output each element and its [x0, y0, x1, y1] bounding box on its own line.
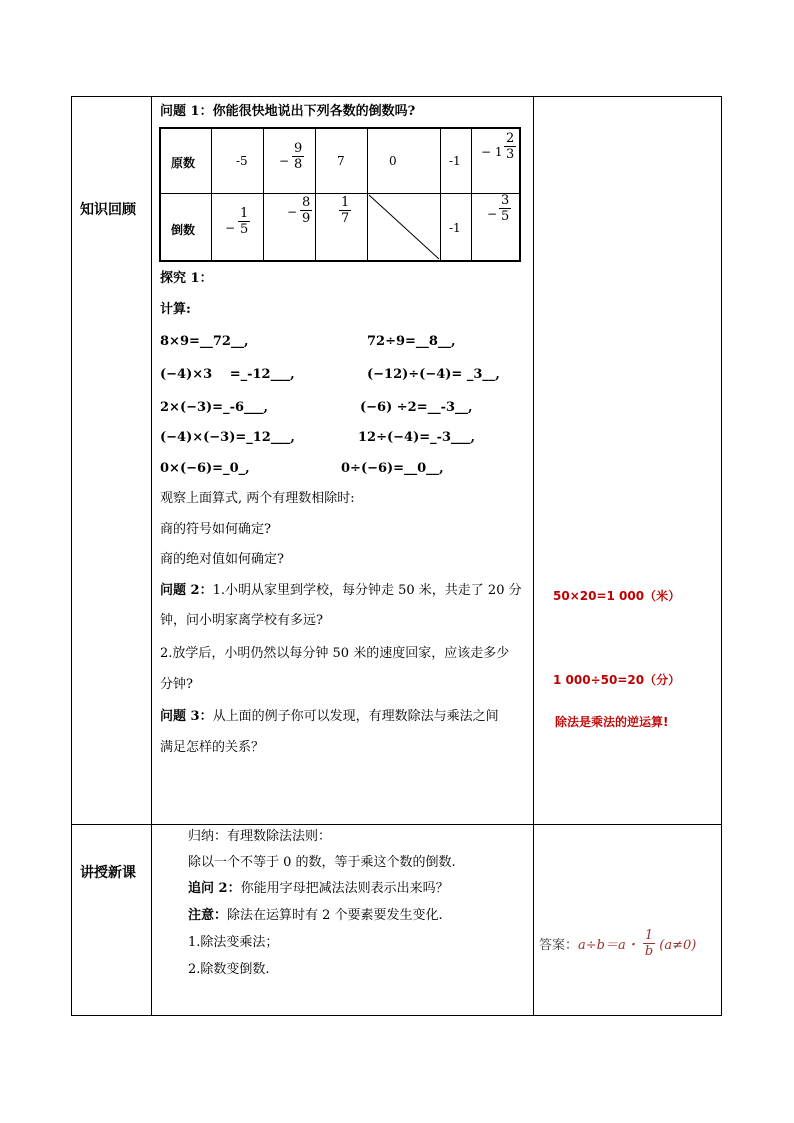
row-label-reciprocal: 倒数 [171, 223, 196, 237]
recip-cell: -1 [449, 221, 461, 235]
calc-right: (−12)÷(−4)= _3__, [367, 367, 500, 382]
formula-fraction: $\frac{1}{b}$ [644, 928, 654, 959]
inner-col-line [471, 129, 472, 260]
answer-formula: 答案：a÷b＝a・ $\frac{1}{b}$ (a≠0) [539, 928, 697, 959]
answer-time: 1 000÷50=20（分） [553, 673, 681, 687]
calc-left: 0×(−6)=_0_, [160, 461, 250, 476]
section-review: 知识回顾 [80, 202, 136, 218]
reciprocal-table [159, 127, 521, 262]
question-sign: 商的符号如何确定? [160, 522, 271, 537]
orig-cell: -5 [236, 154, 248, 168]
question-2-line-4: 分钟? [160, 677, 193, 692]
inner-col-line [263, 129, 264, 260]
orig-fraction: $\frac{2}{3}$ [506, 131, 515, 162]
answer-inverse: 除法是乘法的逆运算! [555, 715, 669, 729]
calc-left: 8×9=__72__, [160, 334, 249, 349]
col-divider-1 [151, 96, 152, 1016]
note-line: 注意：除法在运算时有 2 个要素要发生变化. [188, 908, 443, 923]
calc-left: 2×(−3)=_-6___, [160, 400, 269, 415]
calc-right: 72÷9=__8__, [367, 334, 456, 349]
calc-right: 0÷(−6)=__0__, [341, 461, 444, 476]
question-2-line-2: 钟，问小明家离学校有多远? [160, 613, 323, 628]
calc-left: (−4)×3 =_-12___, [160, 367, 295, 382]
recip-sign: − [487, 207, 498, 221]
orig-fraction: $\frac{9}{8}$ [294, 141, 303, 172]
explore-title: 探究 1： [160, 271, 213, 286]
recip-sign: − [287, 205, 298, 219]
orig-cell: -1 [449, 154, 461, 168]
diagonal-slash [367, 193, 440, 260]
recip-fraction: $\frac{3}{5}$ [501, 193, 510, 224]
rule-text: 除以一个不等于 0 的数，等于乘这个数的倒数. [188, 855, 456, 870]
col-divider-2 [533, 96, 534, 1016]
recip-sign: − [225, 221, 236, 235]
question-abs: 商的绝对值如何确定? [160, 552, 284, 567]
orig-cell: 7 [337, 154, 345, 168]
orig-cell: 0 [389, 154, 397, 168]
recip-fraction: $\frac{1}{7}$ [341, 195, 350, 226]
inner-col-line [440, 129, 441, 260]
inner-row-line [161, 193, 519, 194]
orig-sign: − 1 [481, 145, 503, 159]
inner-col-line [211, 129, 212, 260]
question-1: 问题 1：你能很快地说出下列各数的倒数吗? [160, 104, 416, 119]
inner-col-line [315, 129, 316, 260]
answer-distance: 50×20=1 000（米） [553, 589, 681, 603]
question-3-line-1: 问题 3：从上面的例子你可以发现，有理数除法与乘法之间 [160, 709, 499, 724]
row-divider [71, 824, 722, 825]
calc-right: 12÷(−4)=_-3___, [358, 430, 476, 445]
observe-text: 观察上面算式, 两个有理数相除时: [160, 491, 355, 506]
explore-calc: 计算: [160, 302, 191, 317]
row-label-original: 原数 [171, 156, 196, 170]
question-2-line-1: 问题 2：1.小明从家里到学校，每分钟走 50 米，共走了 20 分 [160, 583, 522, 598]
follow-up-question: 追问 2：你能用字母把减法法则表示出来吗？ [188, 881, 449, 896]
recip-fraction: $\frac{1}{5}$ [240, 206, 249, 237]
calc-left: (−4)×(−3)=_12___, [160, 430, 295, 445]
note-item-2: 2.除数变倒数. [188, 962, 270, 977]
orig-sign: − [279, 154, 290, 168]
question-2-line-3: 2.放学后，小明仍然以每分钟 50 米的速度回家，应该走多少 [160, 646, 510, 661]
calc-right: (−6) ÷2=__-3__, [360, 400, 473, 415]
recip-fraction: $\frac{8}{9}$ [302, 195, 311, 226]
question-3-line-2: 满足怎样的关系？ [160, 740, 265, 755]
note-item-1: 1.除法变乘法； [188, 935, 279, 950]
section-new-lesson: 讲授新课 [80, 865, 136, 881]
rule-heading: 归纳：有理数除法法则： [188, 829, 332, 844]
